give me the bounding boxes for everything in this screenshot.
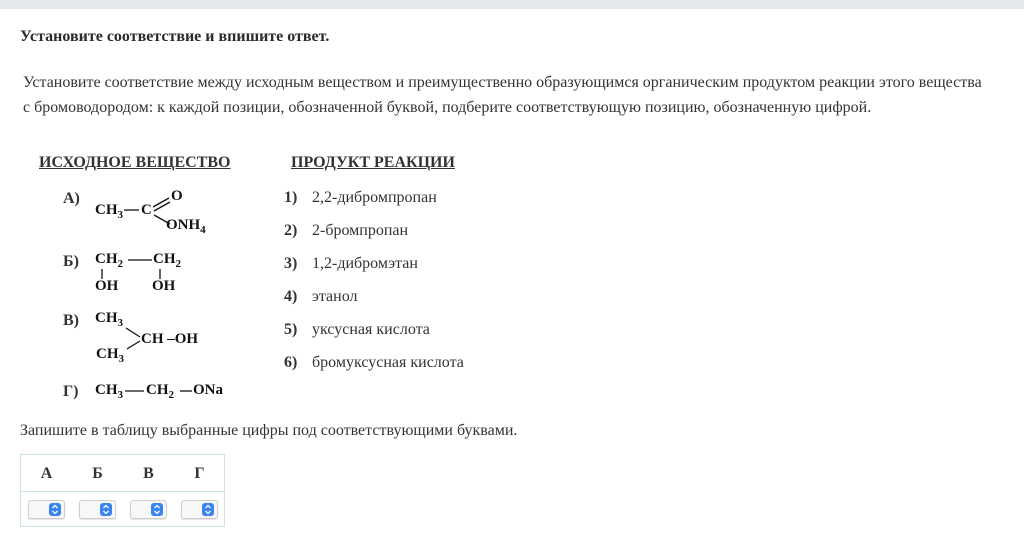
- product-name: 2,2-дибромпропан: [312, 189, 437, 206]
- top-bar: [0, 0, 1024, 9]
- left-column-header: ИСХОДНОЕ ВЕЩЕСТВО: [39, 154, 231, 171]
- product-number: 3): [284, 255, 298, 272]
- formula-text: $ONH_4$: [166, 217, 206, 236]
- formula-text: ONa: [193, 382, 223, 398]
- formula-text: C: [141, 202, 152, 218]
- formula-text: $CH_2$: [95, 251, 123, 270]
- product-name: бромуксусная кислота: [312, 354, 464, 371]
- answer-select-g[interactable]: [181, 500, 218, 519]
- answer-header-g: Г: [194, 465, 205, 482]
- product-name: 1,2-дибромэтан: [312, 255, 418, 272]
- formula-text: $CH_2$: [153, 251, 181, 270]
- product-name: этанол: [312, 288, 358, 305]
- product-number: 6): [284, 354, 298, 371]
- formula-text: O: [171, 188, 183, 204]
- substance-c-letter: В): [63, 312, 79, 329]
- answer-instruction: Запишите в таблицу выбранные цифры под соответствующими буквами.: [20, 422, 518, 439]
- answer-header-b: Б: [92, 465, 103, 482]
- question-text: [23, 70, 1008, 120]
- right-column-header: ПРОДУКТ РЕАКЦИИ: [291, 154, 455, 171]
- answer-header-row: [21, 455, 224, 492]
- formula-text: $CH_2$: [146, 382, 174, 401]
- formula-text: CH –OH: [141, 331, 199, 347]
- answer-select-a[interactable]: [28, 500, 65, 519]
- stepper-chevron-icon: [202, 503, 214, 516]
- answer-select-b[interactable]: [79, 500, 116, 519]
- formula-text: $CH_3$: [95, 310, 123, 329]
- formula-text: OH: [152, 278, 176, 294]
- formula-text: OH: [95, 278, 119, 294]
- product-name: уксусная кислота: [312, 321, 430, 338]
- substance-b-letter: Б): [63, 253, 79, 270]
- product-number: 4): [284, 288, 298, 305]
- product-name: 2-бромпропан: [312, 222, 409, 239]
- substance-d-letter: Г): [63, 383, 79, 400]
- formula-text: $CH_3$: [96, 346, 124, 365]
- product-number: 2): [284, 222, 298, 239]
- stepper-chevron-icon: [100, 503, 112, 516]
- product-number: 5): [284, 321, 298, 338]
- product-number: 1): [284, 189, 298, 206]
- answer-header-v: В: [143, 465, 154, 482]
- question-line-1: Установите соответствие между исходным веществом и преимущественно образующимся органическим продуктом реакции этого вещества: [23, 74, 982, 91]
- formula-text: $CH_3$: [95, 202, 123, 221]
- answer-table: [20, 454, 225, 527]
- formula-text: $CH_3$: [95, 382, 123, 401]
- answer-select-v[interactable]: [130, 500, 167, 519]
- stepper-chevron-icon: [151, 503, 163, 516]
- answer-header-a: А: [40, 465, 53, 482]
- substance-a-letter: А): [63, 190, 80, 207]
- task-heading: Установите соответствие и впишите ответ.: [20, 28, 330, 45]
- question-line-2: с бромоводородом: к каждой позиции, обозначенной буквой, подберите соответствующую позицию, обозначенную цифрой.: [23, 99, 872, 116]
- stepper-chevron-icon: [49, 503, 61, 516]
